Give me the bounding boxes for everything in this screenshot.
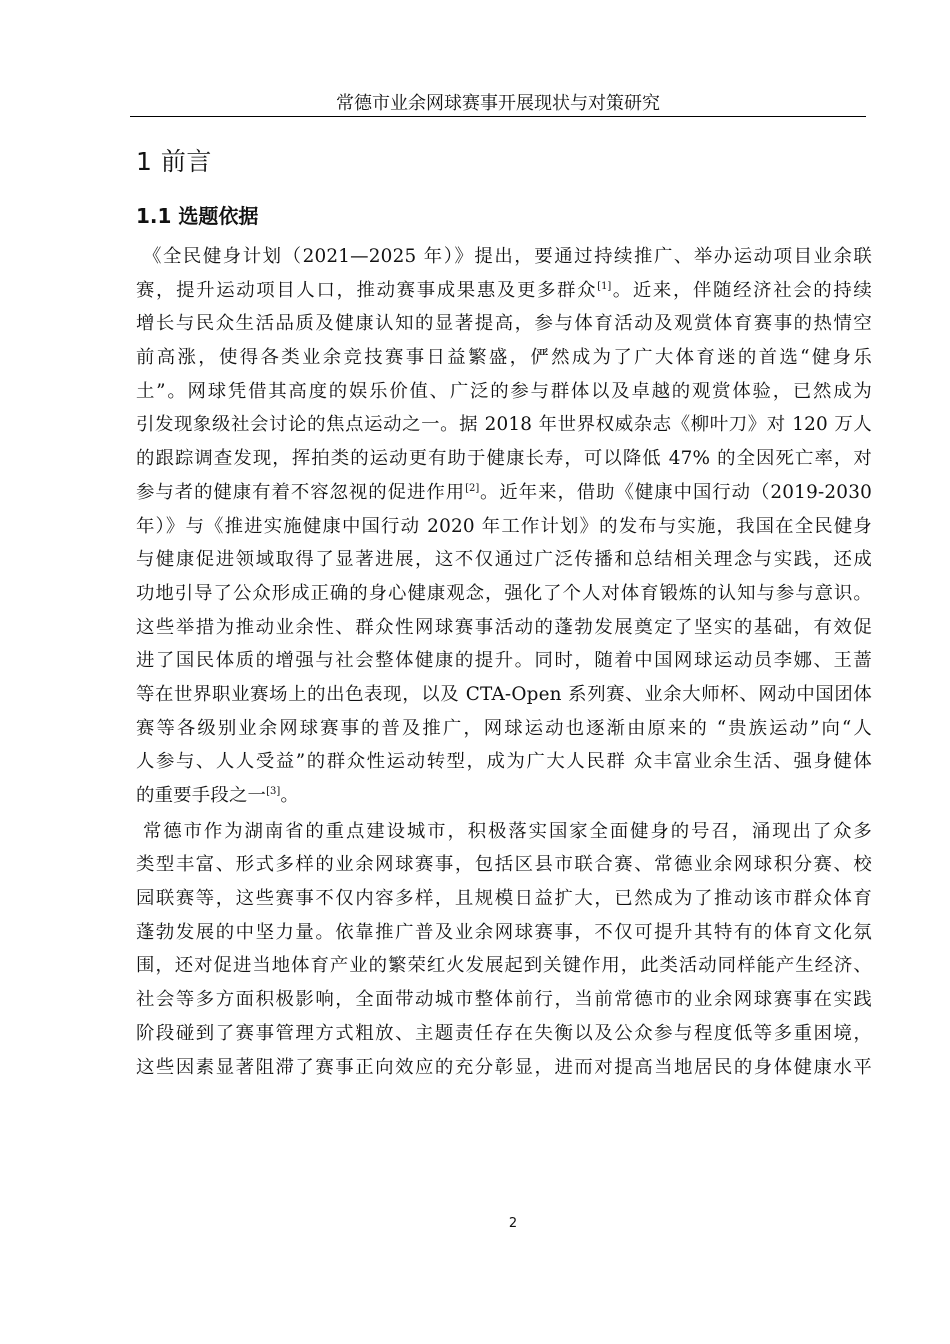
- text-span: 。近来，伴随经济社会的持续: [611, 279, 872, 301]
- text-span: 。近年来，借助《健康中国行动（2019-2030: [479, 481, 872, 503]
- text-span: 赛，提升运动项目人口，推动赛事成果惠及更多群众: [136, 279, 598, 301]
- paragraph-1-line-3: 增长与民众生活品质及健康认知的显著提高，参与体育活动及观赏体育赛事的热情空: [136, 313, 872, 335]
- paragraph-2-line-4: 蓬勃发展的中坚力量。依靠推广普及业余网球赛事，不仅可提升其特有的体育文化氛: [136, 921, 872, 943]
- citation-2: [2]: [465, 482, 480, 494]
- paragraph-1-line-4: 前高涨，使得各类业余竞技赛事日益繁盛，俨然成为了广大体育迷的首选“健身乐: [136, 347, 872, 369]
- paragraph-1-line-13: 进了国民体质的增强与社会整体健康的提升。同时，随着中国网球运动员李娜、王蔷: [136, 650, 872, 672]
- paragraph-1-line-2: [136, 274, 872, 308]
- paragraph-1-line-10: 与健康促进领域取得了显著进展，这不仅通过广泛传播和总结相关理念与实践，还成: [136, 549, 872, 571]
- text-span: 的重要手段之一: [136, 785, 267, 806]
- citation-1: [1]: [597, 280, 612, 292]
- paragraph-1-line-11: 功地引导了公众形成正确的身心健康观念，强化了个人对体育锻炼的认知与参与意识。: [136, 582, 872, 604]
- paragraph-2-line-8: 这些因素显著阻滞了赛事正向效应的充分彰显，进而对提高当地居民的身体健康水平: [136, 1056, 872, 1078]
- chapter-title: 1 前言: [136, 147, 212, 176]
- paragraph-1: [136, 240, 872, 813]
- paragraph-1-line-8: [136, 476, 872, 510]
- header-rule: [130, 116, 866, 117]
- paragraph-1-line-7: 的跟踪调查发现，挥拍类的运动更有助于健康长寿，可以降低 47% 的全因死亡率，对: [136, 448, 872, 470]
- paragraph-1-line-17: [136, 779, 872, 813]
- paragraph-1-line-12: 这些举措为推动业余性、群众性网球赛事活动的蓬勃发展奠定了坚实的基础，有效促: [136, 616, 872, 638]
- text-span: 参与者的健康有着不容忽视的促进作用: [136, 481, 466, 503]
- page-number: 2: [508, 1216, 518, 1231]
- paragraph-1-line-15: 赛等各级别业余网球赛事的普及推广，网球运动也逐渐由原来的 “贵族运动”向“人: [136, 717, 872, 739]
- paragraph-2-line-7: 阶段碰到了赛事管理方式粗放、主题责任存在失衡以及公众参与程度低等多重困境，: [136, 1022, 872, 1044]
- paragraph-1-line-14: 等在世界职业赛场上的出色表现，以及 CTA-Open 系列赛、业余大师杯、网动中国团体: [136, 683, 872, 705]
- body-text: [136, 240, 872, 1084]
- paragraph-1-line-5: 土”。网球凭借其高度的娱乐价值、广泛的参与群体以及卓越的观赏体验，已然成为: [136, 380, 872, 402]
- section-title: 1.1 选题依据: [136, 204, 259, 228]
- paragraph-1-line-9: 年）》与《推进实施健康中国行动 2020 年工作计划》的发布与实施，我国在全民健身: [136, 515, 872, 537]
- paragraph-2: [136, 815, 872, 1085]
- paragraph-1-line-16: 人参与、人人受益”的群众性运动转型，成为广大人民群 众丰富业余生活、强身健体: [136, 751, 872, 773]
- running-header-title: 常德市业余网球赛事开展现状与对策研究: [336, 93, 660, 114]
- paragraph-2-line-3: 园联赛等，这些赛事不仅内容多样，且规模日益扩大，已然成为了推动该市群众体育: [136, 888, 872, 910]
- paragraph-2-line-2: 类型丰富、形式多样的业余网球赛事，包括区县市联合赛、常德业余网球积分赛、校: [136, 854, 872, 876]
- paragraph-1-line-1: 《全民健身计划（2021—2025 年）》提出，要通过持续推广、举办运动项目业余联: [143, 246, 872, 267]
- paragraph-2-line-1: 常德市作为湖南省的重点建设城市，积极落实国家全面健身的号召，涌现出了众多: [143, 820, 872, 842]
- paragraph-1-line-6: 引发现象级社会讨论的焦点运动之一。据 2018 年世界权威杂志《柳叶刀》对 120 万人: [136, 414, 872, 436]
- paragraph-2-line-6: 社会等多方面积极影响，全面带动城市整体前行，当前常德市的业余网球赛事在实践: [136, 989, 872, 1011]
- paragraph-2-line-5: 围，还对促进当地体育产业的繁荣红火发展起到关键作用，此类活动同样能产生经济、: [136, 955, 872, 977]
- text-span: 。: [280, 785, 299, 806]
- citation-3: [3]: [266, 786, 281, 797]
